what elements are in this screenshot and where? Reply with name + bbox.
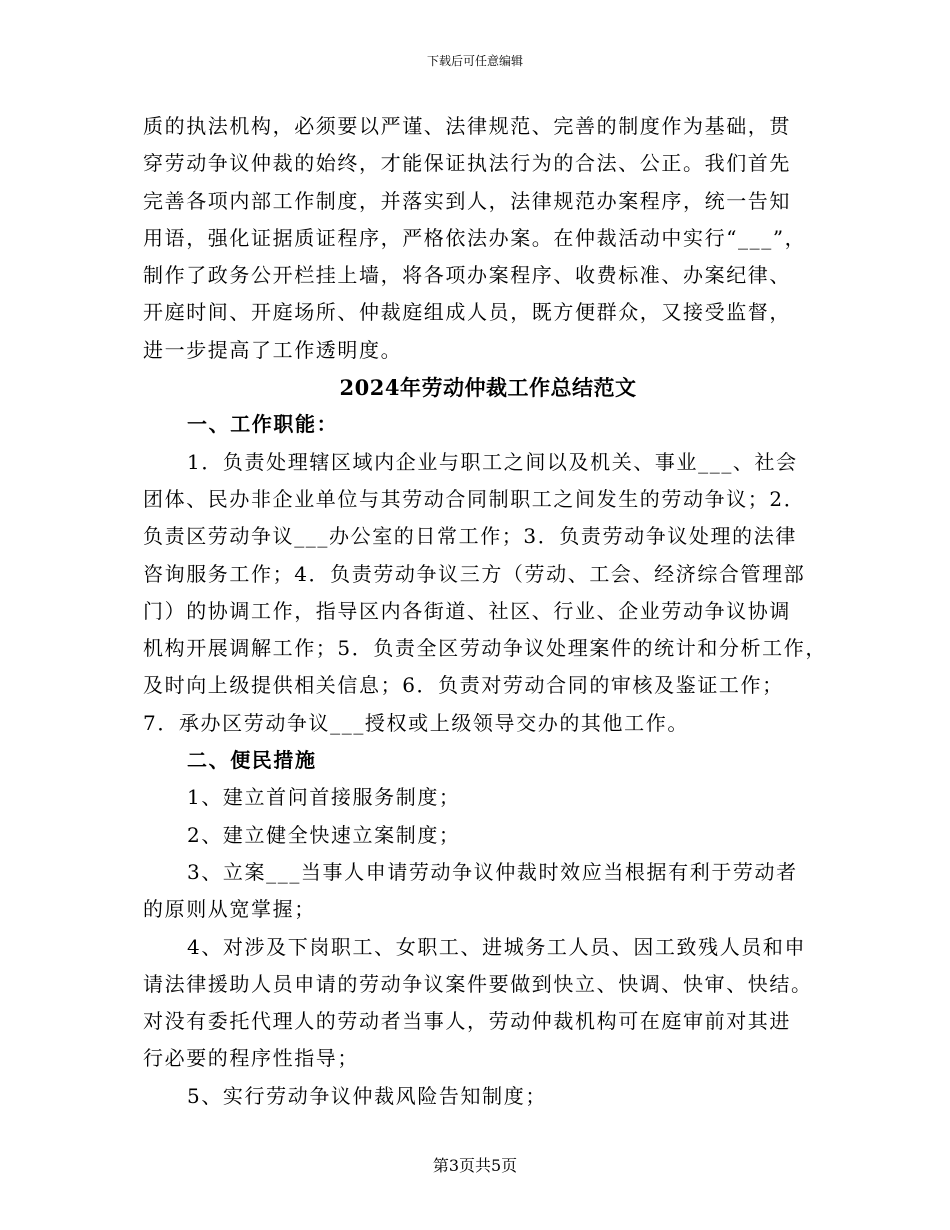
paragraph-line: 咨询服务工作；4．负责劳动争议三方（劳动、工会、经济综合管理部	[143, 561, 806, 586]
list-item: 3、立案___当事人申请劳动争议仲裁时效应当根据有利于劳动者	[187, 859, 798, 884]
paragraph-line: 行必要的程序性指导；	[143, 1046, 359, 1071]
paragraph-line: 对没有委托代理人的劳动者当事人，劳动仲裁机构可在庭审前对其进	[143, 1009, 791, 1034]
paragraph-line: 1．负责处理辖区域内企业与职工之间以及机关、事业___、社会	[187, 449, 798, 474]
page-header: 下载后可任意编辑	[426, 54, 523, 68]
paragraph-line: 开庭时间、开庭场所、仲裁庭组成人员，既方便群众，又接受监督，	[143, 300, 791, 325]
document-title: 2024年劳动仲裁工作总结范文	[339, 375, 637, 401]
section-heading: 一、工作职能：	[187, 412, 339, 437]
paragraph-line: 团体、民办非企业单位与其劳动合同制职工之间发生的劳动争议；2．	[143, 486, 806, 511]
paragraph-line: 用语，强化证据质证程序，严格依法办案。在仲裁活动中实行“___”，	[143, 225, 807, 250]
paragraph-line: 质的执法机构，必须要以严谨、法律规范、完善的制度作为基础，贯	[143, 114, 791, 138]
page-footer: 第3页共5页	[432, 1156, 518, 1175]
paragraph-line: 机构开展调解工作；5．负责全区劳动争议处理案件的统计和分析工作，	[143, 636, 827, 661]
paragraph-line: 的原则从宽掌握；	[143, 897, 316, 922]
paragraph-line: 负责区劳动争议___办公室的日常工作；3．负责劳动争议处理的法律	[143, 524, 797, 549]
list-item: 4、对涉及下岗职工、女职工、进城务工人员、因工致残人员和申	[187, 934, 807, 959]
list-item: 2、建立健全快速立案制度；	[187, 822, 461, 847]
paragraph-line: 穿劳动争议仲裁的始终，才能保证执法行为的合法、公正。我们首先	[143, 151, 791, 176]
list-item: 5、实行劳动争议仲裁风险告知制度；	[187, 1083, 547, 1108]
paragraph-line: 7．承办区劳动争议___授权或上级领导交办的其他工作。	[143, 710, 689, 735]
paragraph-line: 完善各项内部工作制度，并落实到人，法律规范办案程序，统一告知	[143, 188, 791, 213]
list-item: 1、建立首问首接服务制度；	[187, 785, 461, 810]
section-heading: 二、便民措施	[187, 748, 317, 773]
paragraph-line: 请法律援助人员申请的劳动争议案件要做到快立、快调、快审、快结。	[143, 971, 813, 996]
document-body	[143, 108, 833, 1115]
paragraph-line: 进一步提高了工作透明度。	[143, 337, 403, 362]
paragraph-line: 及时向上级提供相关信息；6．负责对劳动合同的审核及鉴证工作；	[143, 673, 784, 698]
paragraph-line: 门）的协调工作，指导区内各街道、社区、行业、企业劳动争议协调	[143, 598, 791, 623]
paragraph-line: 制作了政务公开栏挂上墙，将各项办案程序、收费标准、办案纪律、	[143, 263, 791, 288]
